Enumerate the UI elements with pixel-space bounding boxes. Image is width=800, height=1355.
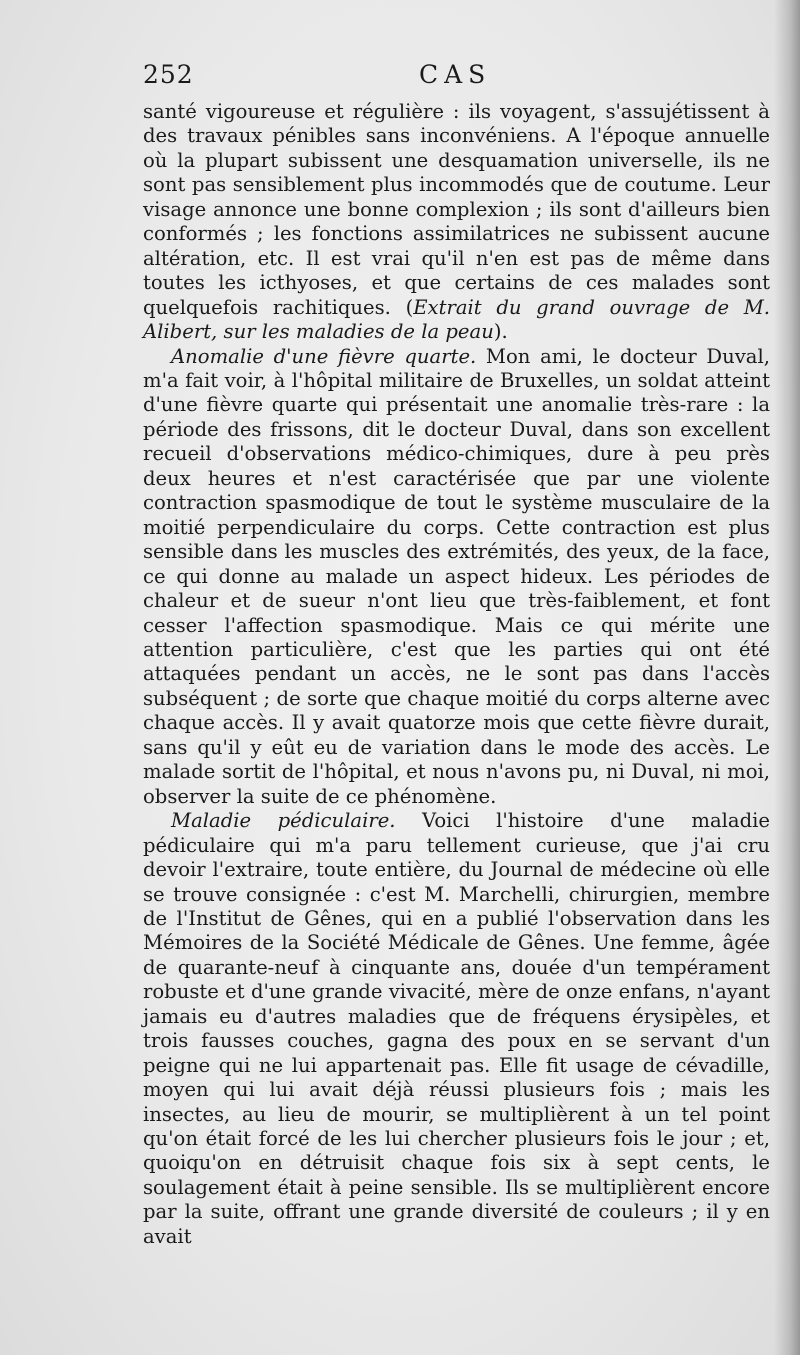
running-head: CAS <box>419 60 492 89</box>
paragraph-pediculosis <box>143 809 770 1249</box>
body-text <box>143 100 770 1249</box>
page-header <box>143 60 770 94</box>
paragraph-ichthyosis <box>143 100 770 345</box>
section-heading-fever: Anomalie d'une fièvre quarte. <box>171 344 477 368</box>
page-number: 252 <box>143 60 194 89</box>
page-edge-shadow <box>774 0 800 1355</box>
paragraph-text: santé vigoureuse et régulière : ils voyagent, s'assujétissent à des travaux pénibles sans inconvéniens. A l'époque annuelle où la plupart subissent une desquamation universelle, ils ne sont pas sensiblement plus incommodés que de coutume. Leur visage annonce une bonne complexion ; ils sont d'ailleurs bien conformés ; les fonctions assimilatrices ne subissent aucune altération, etc. Il est vrai qu'il n'en est pas de même dans toutes les icthyoses, et que certains de ces malades sont quelquefois rachitiques. ( <box>143 100 770 319</box>
section-heading-pediculosis: Maladie pédiculaire. <box>171 809 396 833</box>
paragraph-fever <box>143 345 770 810</box>
citation: Extrait du grand ouvrage de M. Alibert, sur les maladies de la peau <box>143 295 771 344</box>
paragraph-text: Mon ami, le docteur Duval, m'a fait voir, à l'hôpital militaire de Bruxelles, un soldat atteint d'une fièvre quarte qui présentait une anomalie très-rare : la période des frissons, dit le docteur Duval, dans son excellent recueil d'observations médico-chimiques, dure à peu près deux heures et n'est caractérisée que par une violente contraction spasmodique de tout le système musculaire de la moitié perpendiculaire du corps. Cette contraction est plus sensible dans les muscles des extrémités, des yeux, de la face, ce qui donne au malade un aspect hideux. Les périodes de chaleur et de sueur n'ont lieu que très-faiblement, et font cesser l'affection spasmodique. Mais ce qui mérite une attention particulière, c'est que les parties qui ont été attaquées pendant un accès, ne le sont pas dans l'accès subséquent ; de sorte que chaque moitié du corps alterne avec chaque accès. Il y avait quatorze mois que cette fièvre durait, sans qu'il y eût eu de variation dans le mode des accès. Le malade sortit de l'hôpital, et nous n'avons pu, ni Duval, ni moi, observer la suite de ce phénomène. <box>143 344 770 808</box>
citation-close: ). <box>493 320 508 344</box>
paragraph-text: Voici l'histoire d'une maladie pédiculaire qui m'a paru tellement curieuse, que j'ai cru devoir l'extraire, toute entière, du Journal de médecine où elle se trouve consignée : c'est M. Marchelli, chirurgien, membre de l'Institut de Gênes, qui en a publié l'observation dans les Mémoires de la Société Médicale de Gênes. Une femme, âgée de quarante-neuf à cinquante ans, douée d'un tempérament robuste et d'une grande vivacité, mère de onze enfans, n'ayant jamais eu d'autres maladies que de fréquens érysipèles, et trois fausses couches, gagna des poux en se servant d'un peigne qui ne lui appartenait pas. Elle fit usage de cévadille, moyen qui lui avait déjà réussi plusieurs fois ; mais les insectes, au lieu de mourir, se multiplièrent à un tel point qu'on était forcé de les lui chercher plusieurs fois le jour ; et, quoiqu'on en détruisit chaque fois six à sept cents, le soulagement était à peine sensible. Ils se multiplièrent encore par la suite, offrant une grande diversité de couleurs ; il y en avait <box>143 809 770 1248</box>
